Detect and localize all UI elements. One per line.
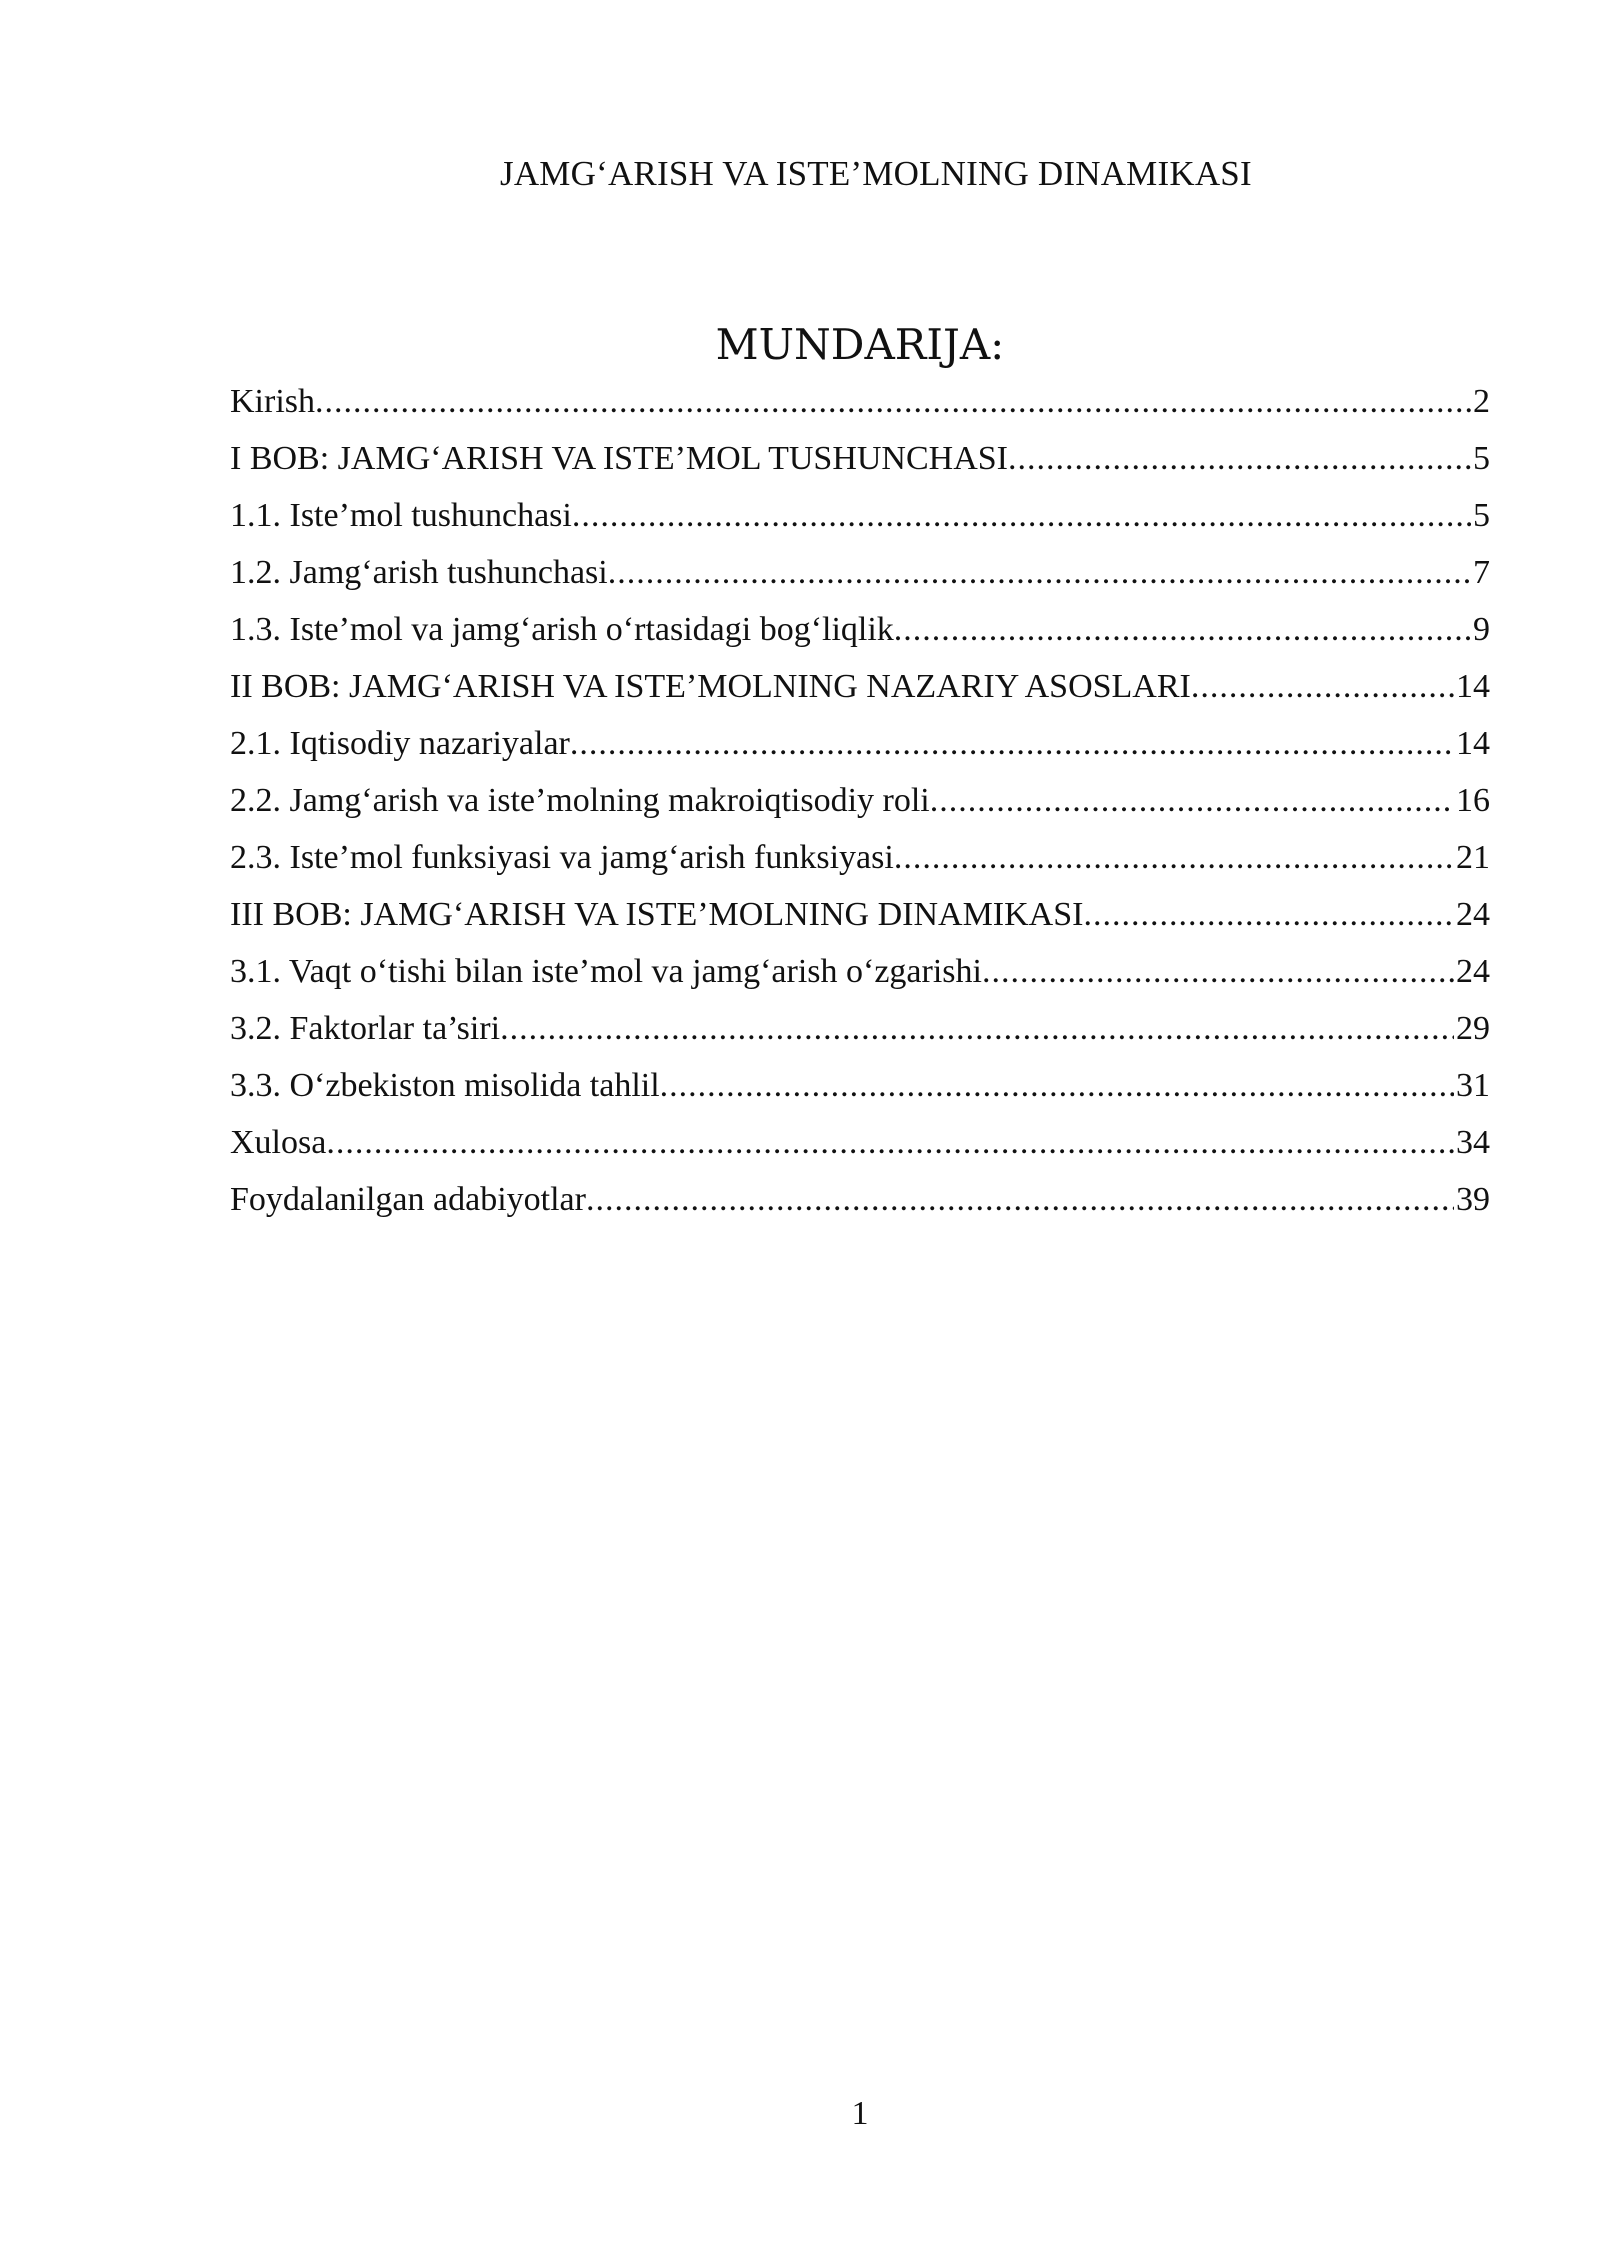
toc-dot-leader [500,1000,1454,1057]
toc-entry-page: 5 [1473,440,1490,477]
toc-entry[interactable] [230,772,1490,829]
toc-dot-leader [326,1114,1454,1171]
toc-dot-leader [660,1057,1454,1114]
toc-entry-label: 2.3. Iste’mol funksiyasi va jamg‘arish funksiyasi [230,839,894,876]
toc-entry[interactable] [230,829,1490,886]
toc-entry[interactable] [230,1114,1490,1171]
toc-entry-page: 5 [1473,497,1490,534]
toc-dot-leader [315,373,1471,430]
toc-entry-label: 3.1. Vaqt o‘tishi bilan iste’mol va jamg‘arish o‘zgarishi [230,953,982,990]
toc-dot-leader [894,601,1471,658]
toc-entry-label: Xulosa [230,1124,327,1161]
toc-entry-label: Kirish [230,383,315,420]
toc-dot-leader [572,487,1471,544]
toc-entry-label: 1.1. Iste’mol tushunchasi [230,497,572,534]
document-title: JAMG‘ARISH VA ISTE’MOLNING DINAMIKASI [500,154,1252,193]
toc-entry[interactable] [230,658,1490,715]
toc-entry-label: 1.2. Jamg‘arish tushunchasi [230,554,608,591]
toc-entry-page: 34 [1456,1124,1490,1161]
toc-entry-label: 2.2. Jamg‘arish va iste’molning makroiqtisodiy roli [230,782,930,819]
toc-heading: MUNDARIJA: [715,320,1005,369]
toc-entry-page: 14 [1456,725,1490,762]
toc-entry-label: Foydalanilgan adabiyotlar [230,1181,586,1218]
toc-entry-page: 7 [1473,554,1490,591]
toc-dot-leader [982,943,1454,1000]
toc-entry[interactable] [230,943,1490,1000]
toc-entry-label: 1.3. Iste’mol va jamg‘arish o‘rtasidagi bog‘liqlik [230,611,894,648]
toc-entry-page: 39 [1456,1181,1490,1218]
toc-entry[interactable] [230,487,1490,544]
toc-entry-page: 9 [1473,611,1490,648]
toc-entry[interactable] [230,1171,1490,1228]
toc-entry-label: 2.1. Iqtisodiy nazariyalar [230,725,570,762]
toc-entry[interactable] [230,430,1490,487]
toc-entry-page: 31 [1456,1067,1490,1104]
toc-entry-page: 24 [1456,896,1490,933]
toc-entry-label: I BOB: JAMG‘ARISH VA ISTE’MOL TUSHUNCHASI [230,440,1008,477]
toc-dot-leader [930,772,1454,829]
toc-entry[interactable] [230,601,1490,658]
toc-entry-page: 24 [1456,953,1490,990]
toc-entry-page: 21 [1456,839,1490,876]
toc-entry[interactable] [230,715,1490,772]
toc-entry-page: 14 [1456,668,1490,705]
toc-dot-leader [586,1171,1454,1228]
toc-entry-page: 2 [1473,383,1490,420]
toc-entry-page: 16 [1456,782,1490,819]
toc-dot-leader [894,829,1454,886]
toc-entry[interactable] [230,373,1490,430]
page-number: 1 [851,2095,869,2132]
toc-dot-leader [1191,658,1454,715]
toc-dot-leader [608,544,1471,601]
toc-entry[interactable] [230,1000,1490,1057]
toc-entry[interactable] [230,544,1490,601]
toc-dot-leader [570,715,1454,772]
toc-entry[interactable] [230,886,1490,943]
toc-entry-label: 3.2. Faktorlar ta’siri [230,1010,501,1047]
toc-dot-leader [1008,430,1471,487]
toc-entry-label: II BOB: JAMG‘ARISH VA ISTE’MOLNING NAZARIY ASOSLARI [230,668,1191,705]
table-of-contents [230,373,1490,1228]
toc-entry-label: III BOB: JAMG‘ARISH VA ISTE’MOLNING DINAMIKASI [230,896,1084,933]
toc-entry-label: 3.3. O‘zbekiston misolida tahlil [230,1067,660,1104]
toc-entry-page: 29 [1456,1010,1490,1047]
toc-dot-leader [1083,886,1454,943]
toc-entry[interactable] [230,1057,1490,1114]
